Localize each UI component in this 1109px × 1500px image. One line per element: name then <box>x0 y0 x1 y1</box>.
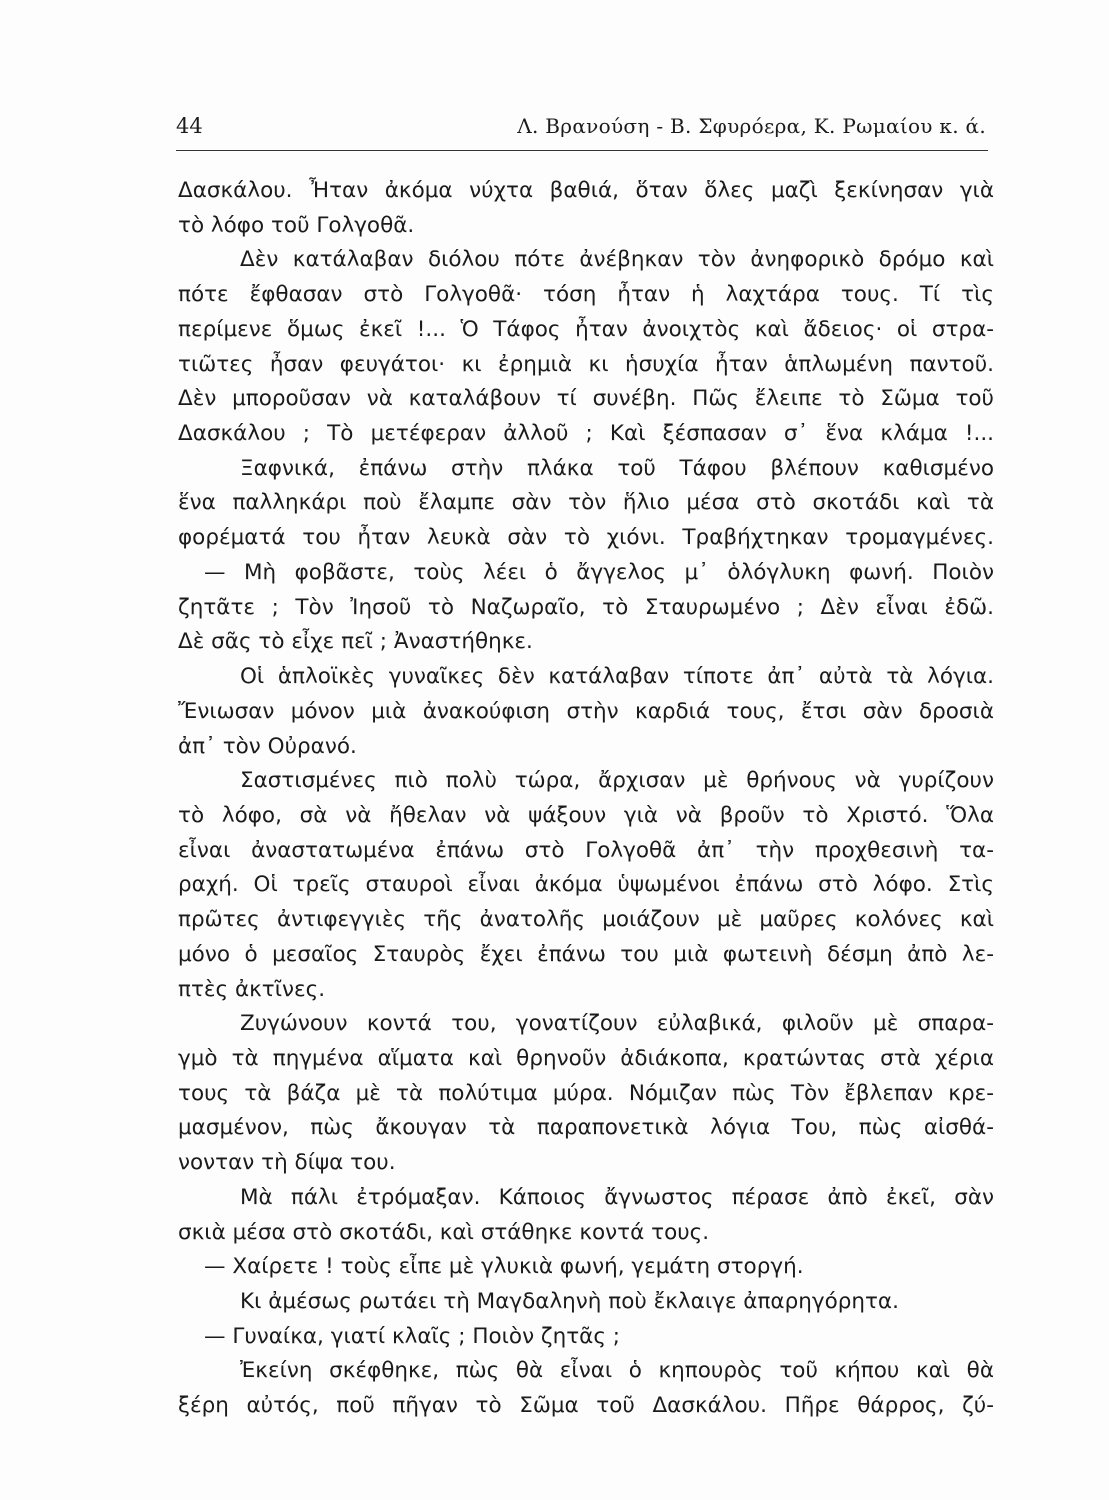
text-line: τὸ λόφο, σὰ νὰ ἤθελαν νὰ ψάξουν γιὰ νὰ βροῦν τὸ Χριστό. Ὅλα <box>178 802 994 828</box>
text-line: γμὸ τὰ πηγμένα αἵματα καὶ θρηνοῦν ἀδιάκοπα, κρατώντας στὰ χέρια <box>178 1045 994 1071</box>
text-line: ζητᾶτε ; Τὸν Ἰησοῦ τὸ Ναζωραῖο, τὸ Σταυρωμένο ; Δὲν εἶναι ἐδῶ. <box>178 594 994 620</box>
text-line: φορέματά του ἦταν λευκὰ σὰν τὸ χιόνι. Τραβήχτηκαν τρομαγμένες. <box>178 525 994 551</box>
text-line: μασμένον, πὼς ἄκουγαν τὰ παραπονετικὰ λόγια Του, πὼς αἰσθά- <box>178 1115 994 1141</box>
text-line: Σαστισμένες πιὸ πολὺ τώρα, ἄρχισαν μὲ θρήνους νὰ γυρίζουν <box>240 768 994 794</box>
text-line: πότε ἔφθασαν στὸ Γολγοθᾶ· τόση ἦταν ἡ λαχτάρα τους. Τί τὶς <box>178 282 994 308</box>
text-line: Μὰ πάλι ἐτρόμαξαν. Κάποιος ἄγνωστος πέρασε ἀπὸ ἐκεῖ, σὰν <box>240 1184 994 1210</box>
text-line: Ἔνιωσαν μόνον μιὰ ἀνακούφιση στὴν καρδιά τους, ἔτσι σὰν δροσιὰ <box>178 698 994 724</box>
text-line: Δασκάλου. Ἦταν ἀκόμα νύχτα βαθιά, ὅταν ὅλες μαζὶ ξεκίνησαν γιὰ <box>178 178 994 203</box>
text-line: πρῶτες ἀντιφεγγιὲς τῆς ἀνατολῆς μοιάζουν μὲ μαῦρες κολόνες καὶ <box>178 907 994 933</box>
text-line: σκιὰ μέσα στὸ σκοτάδι, καὶ στάθηκε κοντά τους. <box>178 1219 710 1245</box>
text-line: Ἐκείνη σκέφθηκε, πὼς θὰ εἶναι ὁ κηπουρὸς τοῦ κήπου καὶ θὰ <box>240 1358 994 1384</box>
text-line: τους τὰ βάζα μὲ τὰ πολύτιμα μύρα. Νόμιζαν πὼς Τὸν ἔβλεπαν κρε- <box>178 1080 994 1106</box>
text-line: Δασκάλου ; Τὸ μετέφεραν ἀλλοῦ ; Καὶ ξέσπασαν σ᾿ ἕνα κλάμα !... <box>178 421 994 447</box>
text-line: νονταν τὴ δίψα του. <box>178 1150 396 1176</box>
text-line: τιῶτες ἦσαν φευγάτοι· κι ἐρημιὰ κι ἡσυχία ἦταν ἁπλωμένη παντοῦ. <box>178 351 994 377</box>
text-line: περίμενε ὅμως ἐκεῖ !... Ὁ Τάφος ἦταν ἀνοιχτὸς καὶ ἄδειος· οἱ στρα- <box>178 316 994 342</box>
text-line: ξέρη αὐτός, ποῦ πῆγαν τὸ Σῶμα τοῦ Δασκάλου. Πῆρε θάρρος, ζύ- <box>178 1393 994 1419</box>
text-line: Δὲ σᾶς τὸ εἶχε πεῖ ; Ἀναστήθηκε. <box>178 629 533 655</box>
running-head: Λ. Βρανούση - Β. Σφυρόερα, Κ. Ρωμαίου κ. ά. <box>517 114 986 138</box>
text-line: Δὲν μποροῦσαν νὰ καταλάβουν τί συνέβη. Πῶς ἔλειπε τὸ Σῶμα τοῦ <box>178 386 994 412</box>
body-text <box>178 174 994 1424</box>
text-line: Δὲν κατάλαβαν διόλου πότε ἀνέβηκαν τὸν ἀνηφορικὸ δρόμο καὶ <box>240 247 994 273</box>
text-line: — Χαίρετε ! τοὺς εἶπε μὲ γλυκιὰ φωνή, γεμάτη στοργή. <box>204 1254 804 1280</box>
text-line: Ξαφνικά, ἐπάνω στὴν πλάκα τοῦ Τάφου βλέπουν καθισμένο <box>240 455 994 481</box>
text-line: εἶναι ἀναστατωμένα ἐπάνω στὸ Γολγοθᾶ ἀπ᾿ τὴν προχθεσινὴ τα- <box>178 837 994 863</box>
page-header <box>176 108 988 152</box>
text-line: μόνο ὁ μεσαῖος Σταυρὸς ἔχει ἐπάνω του μιὰ φωτεινὴ δέσμη ἀπὸ λε- <box>178 941 994 967</box>
text-line: Ζυγώνουν κοντά του, γονατίζουν εὐλαβικά, φιλοῦν μὲ σπαρα- <box>240 1011 994 1037</box>
text-line: Κι ἀμέσως ρωτάει τὴ Μαγδαληνὴ ποὺ ἔκλαιγε ἀπαρηγόρητα. <box>240 1289 899 1314</box>
text-line: τὸ λόφο τοῦ Γολγοθᾶ. <box>178 212 415 238</box>
header-rule <box>176 150 988 151</box>
text-line: Οἱ ἁπλοϊκὲς γυναῖκες δὲν κατάλαβαν τίποτε ἀπ᾿ αὐτὰ τὰ λόγια. <box>240 664 994 690</box>
text-line: ἀπ᾿ τὸν Οὐρανό. <box>178 733 357 759</box>
page-number: 44 <box>176 114 203 138</box>
text-line: — Γυναίκα, γιατί κλαῖς ; Ποιὸν ζητᾶς ; <box>204 1323 621 1349</box>
text-line: ἕνα παλληκάρι ποὺ ἔλαμπε σὰν τὸν ἥλιο μέσα στὸ σκοτάδι καὶ τὰ <box>178 490 994 516</box>
text-line: ραχή. Οἱ τρεῖς σταυροὶ εἶναι ἀκόμα ὑψωμένοι ἐπάνω στὸ λόφο. Στὶς <box>178 872 994 898</box>
text-line: πτὲς ἀκτῖνες. <box>178 976 326 1002</box>
text-line: — Μὴ φοβᾶστε, τοὺς λέει ὁ ἄγγελος μ᾿ ὁλόγλυκη φωνή. Ποιὸν <box>204 559 994 585</box>
